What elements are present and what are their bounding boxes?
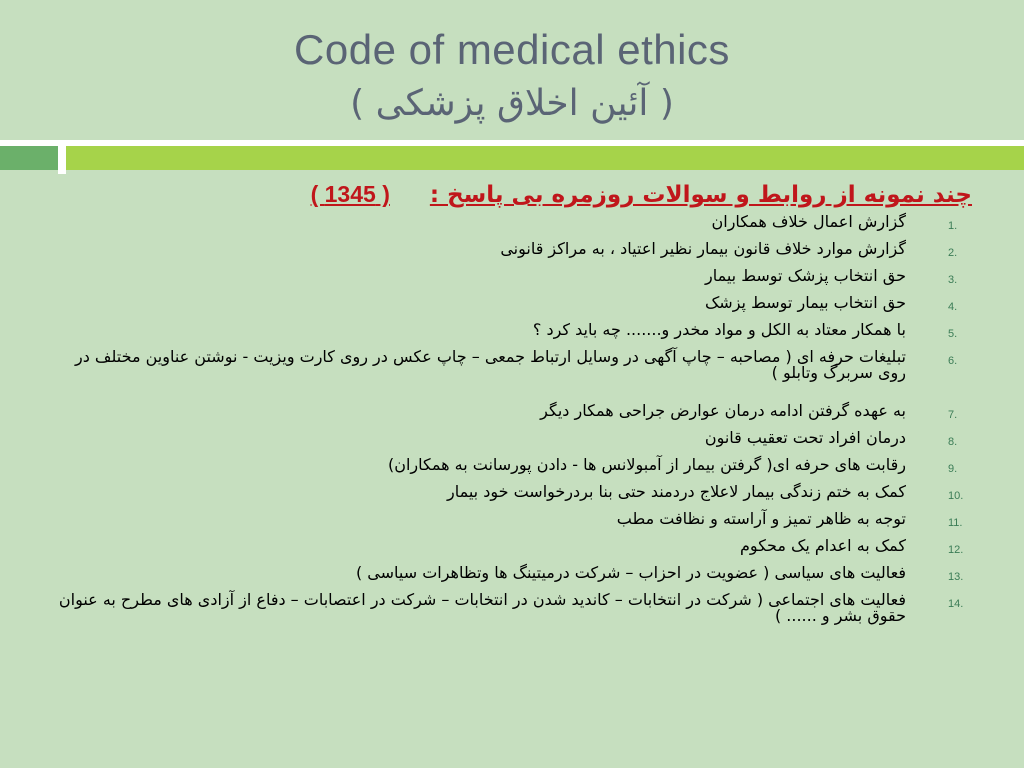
list-item-number: 8. [948,436,958,448]
list-item-number: 4. [948,301,958,313]
list-item-number: 1. [948,220,958,232]
list-item-number: 3. [948,274,958,286]
list-item [42,511,972,538]
list-item-number: 5. [948,328,958,340]
list-item [42,592,972,646]
question-list [42,214,972,646]
list-item [42,214,972,241]
list-item-text: توجه به ظاهر تمیز و آراسته و نظافت مطب [616,509,906,528]
list-item-text: فعالیت های سیاسی ( عضویت در احزاب – شرکت درمیتینگ ها وتظاهرات سیاسی ) [355,563,906,582]
list-item-text: فعالیت های اجتماعی ( شرکت در انتخابات – کاندید شدن در انتخابات – شرکت در اعتصابات – دفاع از آزادی های مطرح به عنوان حقوق بشر و ...... ) [58,590,906,625]
list-item-text: گزارش اعمال خلاف همکاران [711,212,906,231]
list-item-number: 7. [948,409,958,421]
slide-title-persian: ( آئین اخلاق پزشکی ) [350,83,674,124]
list-item-number: 2. [948,247,958,259]
list-item-text: درمان افراد تحت تعقیب قانون [704,428,906,447]
list-item-text: رقابت های حرفه ای( گرفتن بیمار از آمبولانس ها - دادن پورسانت به همکاران) [387,455,906,474]
list-item [42,295,972,322]
list-item [42,322,972,349]
subtitle-text: چند نمونه از روابط و سوالات روزمره بی پاسخ : [429,182,972,208]
list-item-number: 11. [948,517,963,529]
list-item-text: کمک به ختم زندگی بیمار لاعلاج دردمند حتی بنا بردرخواست خود بیمار [447,482,906,501]
list-item [42,430,972,457]
subtitle-year: ( 1345 ) [310,181,390,207]
list-item [42,403,972,430]
list-item [42,565,972,592]
list-item-text: گزارش موارد خلاف قانون بیمار نظیر اعتیاد ، به مراکز قانونی [500,239,906,258]
list-item-number: 13. [948,571,964,583]
list-item [42,484,972,511]
list-item-number: 6. [948,355,958,367]
list-item-text: به عهده گرفتن ادامه درمان عوارض جراحی همکار دیگر [540,401,906,420]
list-item-text: تبلیغات حرفه ای ( مصاحبه – چاپ آگهی در وسایل ارتباط جمعی – چاپ عکس در روی کارت ویزیت - نوشتن عناوین مختلف در روی سربرگ وتابلو ) [74,347,906,382]
divider-bar-right [66,146,1024,170]
list-item-number: 10. [948,490,964,502]
list-item-text: حق انتخاب بیمار توسط پزشک [704,293,906,312]
list-item-number: 12. [948,544,964,556]
list-item [42,457,972,484]
slide-title-block [0,22,1024,128]
list-item-text: حق انتخاب پزشک توسط بیمار [704,266,906,285]
slide-title-english: Code of medical ethics [294,26,730,73]
list-item [42,268,972,295]
list-item [42,349,972,403]
list-item [42,241,972,268]
list-item-text: کمک به اعدام یک محکوم [740,536,906,555]
divider-bar-left [0,146,58,170]
divider-gap [58,140,66,174]
slide-subtitle [92,174,972,215]
list-item [42,538,972,565]
list-item-number: 14. [948,598,964,610]
list-item-number: 9. [948,463,958,475]
list-item-text: با همکار معتاد به الکل و مواد مخدر و....... چه باید کرد ؟ [532,320,906,339]
